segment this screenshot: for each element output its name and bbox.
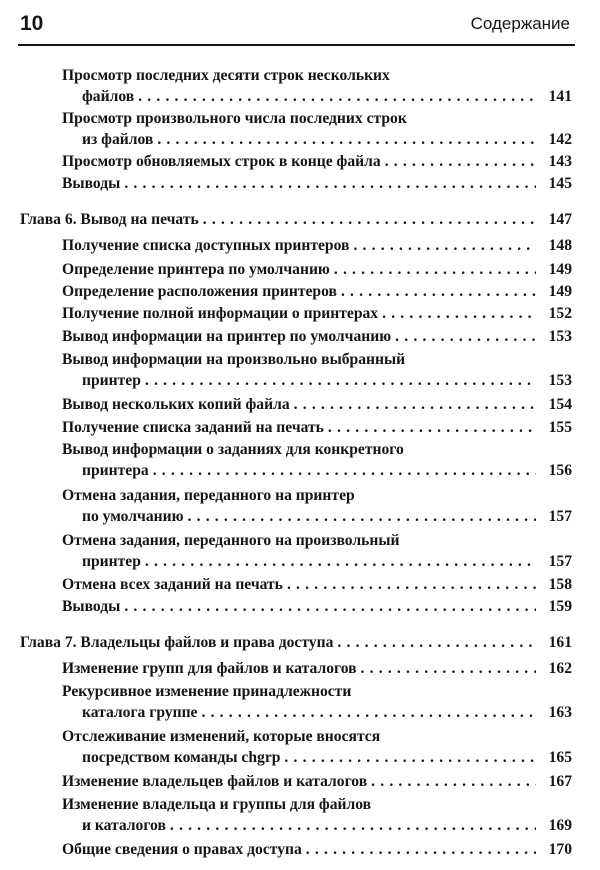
dot-leader — [294, 395, 536, 415]
dot-leader — [382, 304, 536, 324]
toc-page-number: 159 — [548, 598, 572, 615]
toc-entry — [62, 174, 572, 194]
toc-entry-text: Общие сведения о правах доступа — [62, 841, 302, 858]
header-rule — [18, 44, 575, 46]
toc-entry — [82, 552, 572, 572]
toc-entry-text: Выводы — [62, 598, 121, 615]
toc-entry-text: Получение полной информации о принтерах — [62, 305, 379, 322]
toc-entry-text: и каталогов — [82, 817, 166, 834]
toc-page-number: 157 — [548, 553, 572, 570]
toc-entry — [62, 418, 572, 438]
toc-entry-text: из файлов — [82, 131, 154, 148]
toc-entry-text: посредством команды chgrp — [82, 749, 281, 766]
toc-entry — [82, 461, 572, 481]
toc-page-number: 156 — [548, 462, 572, 479]
toc-entry — [62, 840, 572, 860]
toc-entry-text: принтер — [82, 553, 141, 570]
toc-entry-text: принтер — [82, 372, 141, 389]
toc-entry-text: Выводы — [62, 175, 121, 192]
toc-entry-text: файлов — [82, 88, 135, 105]
toc-entry — [82, 130, 572, 150]
toc-entry — [62, 152, 572, 172]
toc-entry — [82, 748, 572, 768]
toc-entry-text: по умолчанию — [82, 508, 184, 525]
toc-entry — [62, 236, 572, 256]
dot-leader — [385, 152, 536, 172]
toc-page-number: 154 — [548, 396, 572, 413]
toc-page-number: 158 — [548, 576, 572, 593]
toc-page-number: 152 — [548, 305, 572, 322]
toc-page-number: 147 — [548, 211, 572, 228]
toc-page-number: 162 — [548, 660, 572, 677]
toc-chapter — [20, 633, 572, 653]
toc-entry — [62, 659, 572, 679]
toc-entry-text: Изменение групп для файлов и каталогов — [62, 660, 357, 677]
dot-leader — [157, 130, 536, 150]
dot-leader — [124, 174, 536, 194]
dot-leader — [306, 840, 536, 860]
toc-page-number: 153 — [548, 328, 572, 345]
toc-page-number: 165 — [548, 749, 572, 766]
dot-leader — [188, 507, 536, 527]
toc-entry-text: Вывод информации на принтер по умолчанию — [62, 328, 392, 345]
dot-leader — [287, 575, 536, 595]
toc-page-number: 155 — [548, 419, 572, 436]
toc-entry — [82, 703, 572, 723]
toc-entry-text: Вывод информации о заданиях для конкретного — [62, 441, 404, 458]
toc-entry-text: Изменение владельца и группы для файлов — [62, 796, 372, 813]
toc-page-number: 141 — [548, 88, 572, 105]
toc-entry-text: каталога группе — [82, 704, 198, 721]
toc-entry — [62, 282, 572, 302]
toc-page-number: 149 — [548, 261, 572, 278]
dot-leader — [284, 748, 536, 768]
toc-chapter-title: Глава 7. Владельцы файлов и права доступа — [20, 634, 334, 651]
toc-entry — [82, 816, 572, 836]
toc-entry-text: Получение списка заданий на печать — [62, 419, 324, 436]
dot-leader — [361, 659, 536, 679]
toc-entry — [82, 371, 572, 391]
dot-leader — [145, 371, 536, 391]
toc-entry-text: принтера — [82, 462, 149, 479]
toc-page-number: 149 — [548, 283, 572, 300]
toc-entry — [82, 87, 572, 107]
toc-page-number: 153 — [548, 372, 572, 389]
toc-entry-text: Вывод нескольких копий файла — [62, 396, 290, 413]
toc-entry-text: Просмотр последних десяти строк нескольких — [62, 67, 390, 84]
toc-entry-text: Изменение владельцев файлов и каталогов — [62, 773, 368, 790]
toc-chapter-title: Глава 6. Вывод на печать — [20, 211, 199, 228]
toc-entry-text: Отмена задания, переданного на принтер — [62, 487, 355, 504]
toc-entry — [62, 772, 572, 792]
page-number: 10 — [20, 12, 44, 35]
toc-page-number: 167 — [548, 773, 572, 790]
toc-entry-text: Определение принтера по умолчанию — [62, 261, 330, 278]
dot-leader — [170, 816, 536, 836]
page-header — [0, 0, 600, 40]
toc-entry-text: Отмена всех заданий на печать — [62, 576, 283, 593]
toc-entry-text: Рекурсивное изменение принадлежности — [62, 683, 352, 700]
running-title: Содержание — [470, 14, 570, 33]
dot-leader — [337, 633, 536, 653]
dot-leader — [138, 87, 536, 107]
dot-leader — [371, 772, 536, 792]
toc-entry-text: Определение расположения принтеров — [62, 283, 337, 300]
toc-page-number: 143 — [548, 153, 572, 170]
toc-entry — [62, 327, 572, 347]
dot-leader — [201, 703, 536, 723]
toc-entry-text: Вывод информации на произвольно выбранный — [62, 351, 406, 368]
dot-leader — [328, 418, 536, 438]
toc-page-number: 145 — [548, 175, 572, 192]
toc-page-number: 163 — [548, 704, 572, 721]
dot-leader — [124, 597, 536, 617]
toc-entry — [62, 597, 572, 617]
toc-page-number: 161 — [548, 634, 572, 651]
toc-page-number: 142 — [548, 131, 572, 148]
toc-entry-text: Отслеживание изменений, которые вносятся — [62, 728, 381, 745]
dot-leader — [341, 282, 536, 302]
dot-leader — [334, 260, 536, 280]
toc-page-number: 148 — [548, 237, 572, 254]
toc-entry — [62, 575, 572, 595]
toc-page-number: 157 — [548, 508, 572, 525]
dot-leader — [153, 461, 536, 481]
toc-entry-text: Получение списка доступных принтеров — [62, 237, 350, 254]
dot-leader — [203, 210, 536, 230]
toc-entry-text: Отмена задания, переданного на произвольный — [62, 532, 400, 549]
toc-entry — [62, 304, 572, 324]
toc-chapter — [20, 210, 572, 230]
dot-leader — [353, 236, 536, 256]
toc-page-number: 170 — [548, 841, 572, 858]
dot-leader — [145, 552, 536, 572]
toc-entry — [62, 260, 572, 280]
toc-entry-text: Просмотр произвольного числа последних строк — [62, 110, 407, 127]
toc-page-number: 169 — [548, 817, 572, 834]
toc-entry-text: Просмотр обновляемых строк в конце файла — [62, 153, 381, 170]
toc-entry — [82, 507, 572, 527]
dot-leader — [395, 327, 536, 347]
toc-entry — [62, 395, 572, 415]
